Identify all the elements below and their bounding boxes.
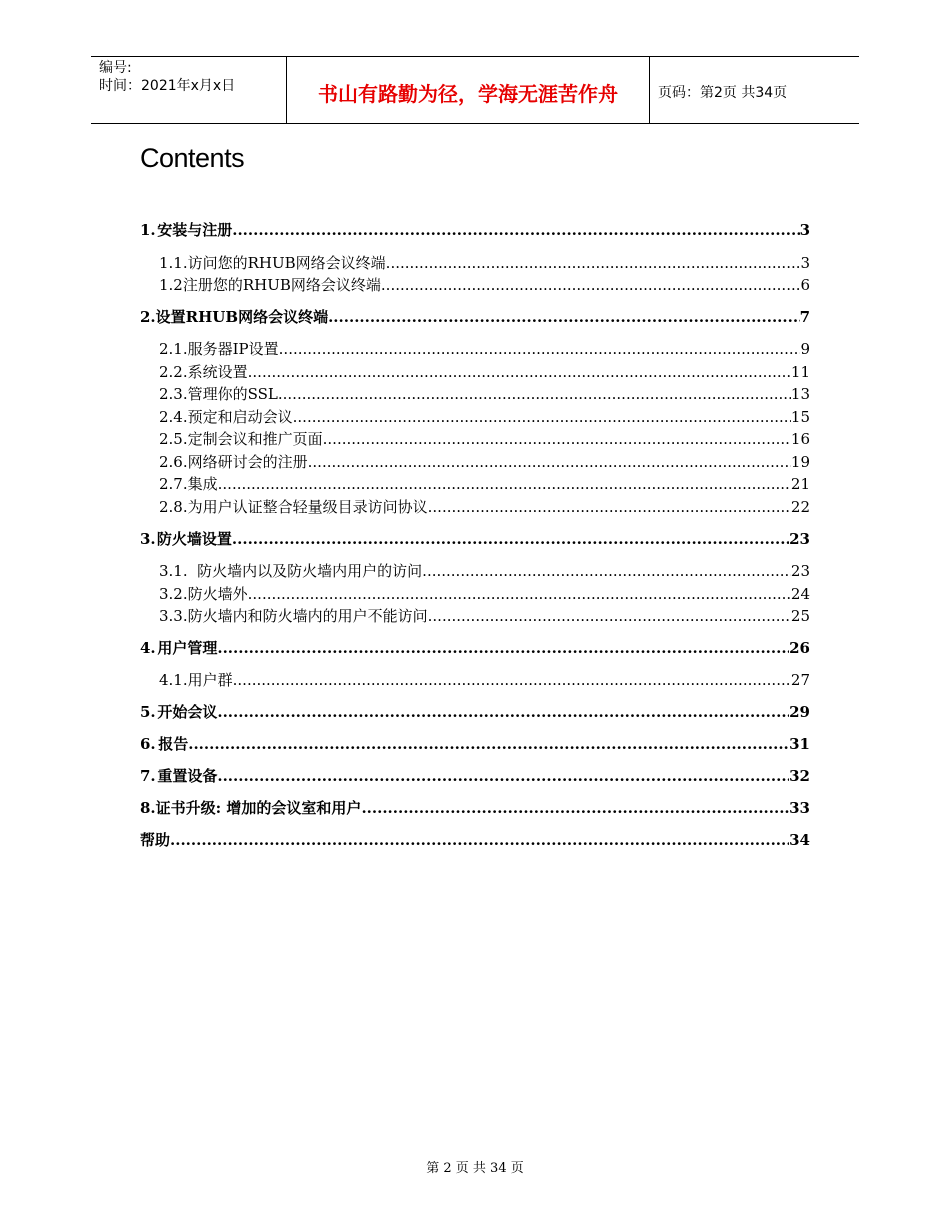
toc-entry[interactable] [140, 383, 810, 404]
toc-entry[interactable] [140, 473, 810, 494]
toc-entry-number: 2.7. [159, 475, 188, 493]
toc-entry-number: 5. [140, 703, 156, 721]
toc-leader [323, 430, 791, 448]
toc-entry-page: 11 [790, 363, 810, 381]
toc-entry-number: 3.3. [159, 607, 188, 625]
toc-leader [217, 703, 789, 721]
toc-entry-title: 定制会议和推广页面 [187, 430, 323, 448]
toc-entry-number: 7. [140, 767, 156, 785]
toc-entry-page: 3 [800, 254, 810, 272]
toc-entry-page: 7 [799, 308, 810, 326]
toc-entry-title: 安装与注册 [157, 221, 233, 239]
toc-entry-number: 4. [140, 639, 156, 657]
page-footer: 第 2 页 共 34 页 [426, 1161, 524, 1176]
toc-leader [248, 363, 791, 381]
toc-entry-number: 3. [140, 530, 156, 548]
toc-leader [381, 276, 801, 294]
toc-entry-number: 2. [140, 308, 156, 326]
toc-entry-number: 2.8. [159, 498, 188, 516]
toc-entry-title: 防火墙内以及防火墙内用户的访问 [187, 562, 423, 580]
toc-entry-page: 24 [790, 585, 810, 603]
toc-entry-page: 6 [800, 276, 810, 294]
toc-entry[interactable] [140, 306, 810, 327]
toc-leader [217, 639, 789, 657]
page-header [91, 56, 859, 124]
toc-leader [386, 254, 801, 272]
toc-leader [170, 831, 789, 849]
toc-entry-number: 2.1. [159, 340, 188, 358]
toc-entry-number: 2.5. [159, 430, 188, 448]
toc-entry[interactable] [140, 219, 810, 240]
toc-leader [232, 530, 789, 548]
toc-entry-title: 管理你的SSL [187, 385, 278, 403]
toc-entry[interactable] [140, 605, 810, 626]
toc-entry-title: 用户管理 [157, 639, 218, 657]
toc-entry-page: 3 [799, 221, 810, 239]
toc-entry[interactable] [140, 765, 810, 786]
toc-entry-page: 19 [790, 453, 810, 471]
document-time-label: 时间：2021年x月x日 [99, 78, 236, 94]
toc-entry-number: 4.1. [159, 671, 188, 689]
toc-entry[interactable] [140, 669, 810, 690]
toc-entry-title: 服务器IP设置 [187, 340, 279, 358]
toc-entry-title: 预定和启动会议 [187, 408, 293, 426]
toc-entry-title: 设置RHUB网络会议终端 [155, 308, 329, 326]
toc-entry[interactable] [140, 428, 810, 449]
toc-entry-page: 23 [790, 562, 810, 580]
toc-entry-page: 26 [789, 639, 810, 657]
toc-leader [361, 799, 789, 817]
toc-entry-number: 1. [140, 221, 156, 239]
toc-entry-title: 系统设置 [187, 363, 248, 381]
toc-entry-page: 31 [789, 735, 810, 753]
toc-entry-number: 8. [140, 799, 156, 817]
toc-leader [217, 767, 789, 785]
toc-entry-title: 注册您的RHUB网络会议终端 [182, 276, 381, 294]
toc-entry-page: 32 [789, 767, 810, 785]
toc-entry-number: 2.6. [159, 453, 188, 471]
toc-entry-page: 16 [790, 430, 810, 448]
toc-entry[interactable] [140, 733, 810, 754]
header-left-cell [91, 57, 287, 123]
toc-entry-number: 2.4. [159, 408, 188, 426]
toc-entry-page: 21 [790, 475, 810, 493]
toc-entry-title: 防火墙设置 [156, 530, 232, 548]
toc-entry-page: 25 [790, 607, 810, 625]
toc-entry-page: 13 [790, 385, 810, 403]
toc-entry-title: 防火墙内和防火墙内的用户不能访问 [187, 607, 428, 625]
toc-entry-number: 3.1. [159, 562, 188, 580]
toc-entry-number: 2.3. [159, 385, 188, 403]
toc-entry[interactable] [140, 406, 810, 427]
toc-entry[interactable] [140, 338, 810, 359]
toc-leader [218, 475, 791, 493]
toc-entry[interactable] [140, 829, 810, 850]
toc-entry-title: 重置设备 [157, 767, 218, 785]
toc-entry-title: 证书升级: 增加的会议室和用户 [155, 799, 362, 817]
toc-entry[interactable] [140, 560, 810, 581]
toc-entry[interactable] [140, 252, 810, 273]
header-motto: 书山有路勤为径，学海无涯苦作舟 [287, 57, 650, 123]
toc-entry[interactable] [140, 637, 810, 658]
toc-leader [278, 385, 791, 403]
toc-leader [248, 585, 791, 603]
toc-entry[interactable] [140, 797, 810, 818]
toc-entry-page: 29 [789, 703, 810, 721]
toc-leader [428, 607, 791, 625]
toc-entry-page: 34 [789, 831, 810, 849]
toc-entry-title: 集成 [187, 475, 218, 493]
toc-entry[interactable] [140, 583, 810, 604]
toc-entry-number: 3.2. [159, 585, 188, 603]
toc-entry-page: 27 [790, 671, 810, 689]
toc-leader [279, 340, 801, 358]
toc-entry[interactable] [140, 496, 810, 517]
toc-entry-title: 帮助 [140, 831, 171, 849]
toc-entry-title: 防火墙外 [187, 585, 248, 603]
toc-entry-number: 2.2. [159, 363, 188, 381]
header-page-label: 页码：第2页 共34页 [658, 85, 788, 101]
toc-entry-title: 报告 [158, 735, 189, 753]
toc-entry-page: 23 [789, 530, 810, 548]
toc-entry-title: 为用户认证整合轻量级目录访问协议 [187, 498, 428, 516]
toc-leader [428, 498, 791, 516]
contents-title: Contents [140, 143, 245, 173]
toc-entry-page: 33 [789, 799, 810, 817]
toc-entry-title: 访问您的RHUB网络会议终端 [187, 254, 386, 272]
toc-entry-page: 9 [800, 340, 810, 358]
toc-entry-title: 用户群 [187, 671, 233, 689]
document-number-label: 编号: [99, 60, 132, 76]
toc-leader [293, 408, 791, 426]
toc-entry-page: 22 [790, 498, 810, 516]
toc-leader [422, 562, 791, 580]
toc-entry[interactable] [140, 274, 810, 295]
toc-entry-number: 1.2 [159, 276, 183, 294]
toc-entry-title: 网络研讨会的注册 [187, 453, 308, 471]
toc-entry[interactable] [140, 528, 810, 549]
toc-entry-title: 开始会议 [157, 703, 218, 721]
toc-entry[interactable] [140, 361, 810, 382]
toc-entry-number: 1.1. [159, 254, 188, 272]
toc-leader [188, 735, 789, 753]
toc-leader [233, 671, 791, 689]
toc-leader [328, 308, 799, 326]
toc-entry-number: 6. [140, 735, 156, 753]
toc-entry[interactable] [140, 701, 810, 722]
toc-entry[interactable] [140, 451, 810, 472]
toc-entry-page: 15 [790, 408, 810, 426]
toc-leader [308, 453, 791, 471]
toc-leader [232, 221, 799, 239]
